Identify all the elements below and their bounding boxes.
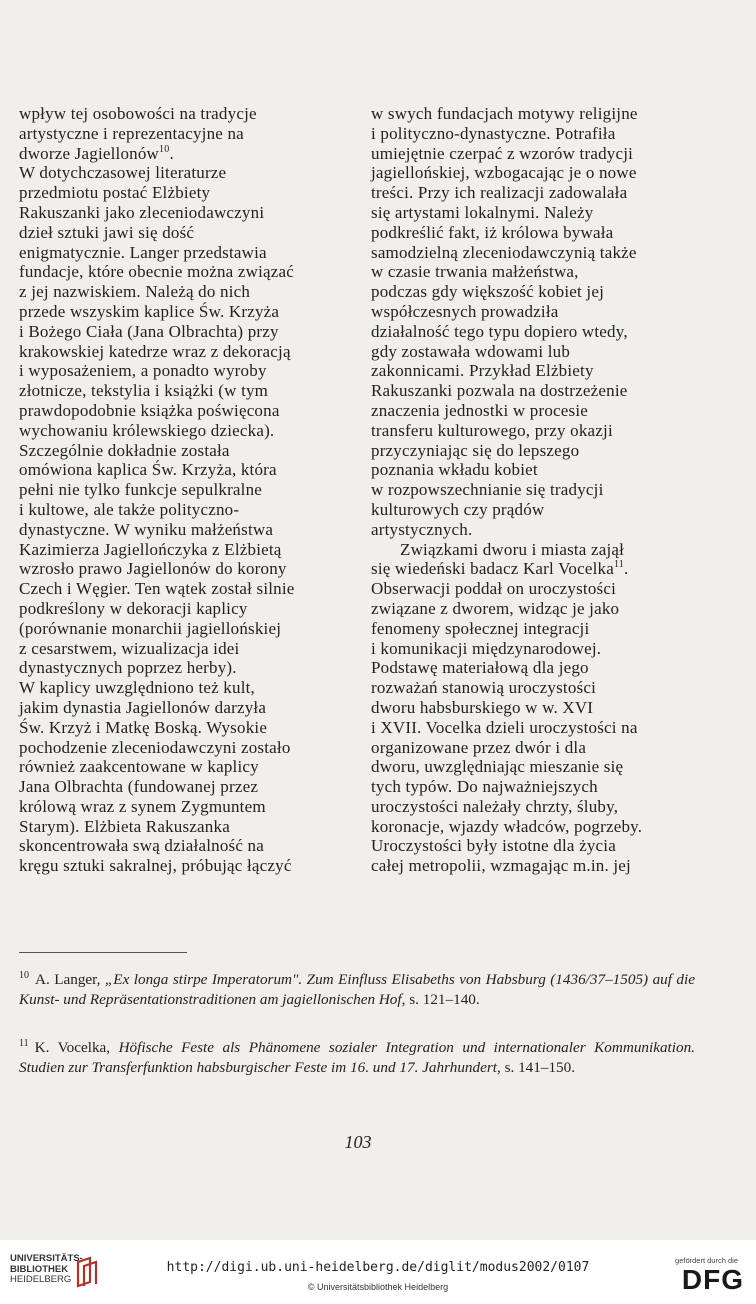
library-name-line3: HEIDELBERG	[10, 1274, 72, 1285]
text-line	[371, 104, 706, 124]
line-text: fundacje, które obecnie można związać	[19, 262, 295, 282]
line-text: W kaplicy uwzględniono też kult,	[19, 678, 255, 698]
line-text: jagiellońskiej, wzbogacając je o nowe	[371, 163, 637, 183]
line-text: działalność tego typu dopiero wtedy,	[371, 321, 628, 341]
text-line	[371, 144, 706, 164]
text-line	[19, 262, 354, 282]
line-text: się wiedeński badacz Karl Vocelka	[371, 559, 614, 579]
line-text: krakowskiej katedrze wraz z dekoracją	[19, 341, 291, 361]
line-text: prawdopodobnie książka poświęcona	[19, 400, 280, 420]
library-name-line2: BIBLIOTHEK	[10, 1263, 69, 1275]
line-text: Uroczystości były istotne dla życia	[371, 836, 616, 856]
text-line	[371, 421, 706, 441]
text-line	[19, 836, 354, 856]
punctuation: .	[169, 143, 174, 163]
text-line	[371, 500, 706, 520]
text-line	[19, 718, 354, 738]
text-line	[371, 203, 706, 223]
line-text: omówiona kaplica Św. Krzyża, która	[19, 460, 277, 480]
text-line	[371, 342, 706, 362]
line-text: się artystami lokalnymi. Należy	[371, 202, 594, 222]
text-line	[371, 579, 706, 599]
footnote-author: K. Vocelka,	[34, 1039, 119, 1056]
text-line	[371, 282, 706, 302]
text-line	[19, 480, 354, 500]
digitization-footer	[0, 1240, 756, 1304]
text-line	[371, 361, 706, 381]
text-line	[371, 619, 706, 639]
line-text: przyczyniając się do lepszego	[371, 440, 580, 460]
text-line	[19, 856, 354, 876]
line-text: złotnicze, tekstylia i książki (w tym	[19, 381, 269, 401]
line-text: dworze Jagiellonów	[19, 143, 160, 163]
footnote-title: „Ex longa stirpe Imperatorum". Zum Einfluss Elisabeths von Habsburg (1436/37–1505) auf die Kunst- und Repräsentationstraditionen am jagiellonischen Hof	[19, 971, 695, 1008]
footnote-10	[19, 966, 695, 1009]
line-text: Jana Olbrachta (fundowanej przez	[19, 777, 259, 797]
punctuation: .	[623, 559, 629, 579]
line-text: królową wraz z synem Zygmuntem	[19, 796, 266, 816]
text-line	[371, 183, 706, 203]
line-text: z jej nazwiskiem. Należą do nich	[19, 282, 251, 302]
text-line	[371, 738, 706, 758]
text-line	[19, 658, 354, 678]
text-line	[19, 817, 354, 837]
text-line	[19, 520, 354, 540]
text-line	[371, 322, 706, 342]
line-text: jakim dynastia Jagiellonów darzyła	[19, 697, 267, 717]
text-line	[19, 738, 354, 758]
line-text: rozważań stanowią uroczystości	[371, 678, 597, 698]
text-line	[371, 480, 706, 500]
line-text: treści. Przy ich realizacji zadowalała	[371, 183, 628, 203]
line-text: enigmatycznie. Langer przedstawia	[19, 242, 267, 262]
line-text: w swych fundacjach motywy religijne	[371, 104, 638, 123]
line-text: kręgu sztuki sakralnej, próbując łączyć	[19, 856, 292, 876]
line-text: wpływ tej osobowości na tradycje	[19, 104, 257, 123]
line-text: pełni nie tylko funkcje sepulkralne	[19, 480, 263, 500]
line-text: Rakuszanki jako zleceniodawczyni	[19, 202, 265, 222]
text-line	[371, 599, 706, 619]
text-line	[19, 500, 354, 520]
text-line	[371, 401, 706, 421]
footnote-pages: , s. 121–140.	[401, 990, 480, 1008]
dfg-funding-note: gefördert durch die	[675, 1256, 738, 1265]
line-text: podkreślić fakt, iż królowa bywała	[371, 222, 614, 242]
text-line	[371, 381, 706, 401]
line-text: wychowaniu królewskiego dziecka).	[19, 420, 275, 440]
text-line	[19, 381, 354, 401]
line-text: dynastyczne. W wyniku małżeństwa	[19, 519, 274, 539]
footnote-separator	[19, 952, 187, 953]
line-text: Starym). Elżbieta Rakuszanka	[19, 816, 230, 836]
line-text: W dotychczasowej literaturze	[19, 163, 227, 183]
text-line	[371, 460, 706, 480]
line-text: tych typów. Do najważniejszych	[371, 777, 598, 797]
text-line	[371, 302, 706, 322]
line-text: związane z dworem, widząc je jako	[371, 598, 620, 618]
text-line	[19, 639, 354, 659]
text-line	[19, 124, 354, 144]
text-line	[371, 718, 706, 738]
dfg-logo[interactable]: DFG	[681, 1264, 744, 1295]
text-line	[19, 183, 354, 203]
line-text: przedmiotu postać Elżbiety	[19, 183, 211, 203]
text-line	[19, 559, 354, 579]
line-text: współczesnych prowadziła	[371, 301, 559, 321]
line-text: i XVII. Vocelka dzieli uroczystości na	[371, 717, 638, 737]
text-line	[371, 124, 706, 144]
footnote-number: 10	[19, 970, 29, 981]
text-line	[371, 757, 706, 777]
line-text: artystycznych.	[371, 519, 473, 539]
line-text: Kazimierza Jagiellończyka z Elżbietą	[19, 539, 282, 559]
line-text: w rozpowszechnianie się tradycji	[371, 480, 604, 500]
line-text: dworu, uwzględniając mieszanie się	[371, 757, 624, 777]
text-line	[371, 223, 706, 243]
line-text: dworu habsburskiego w w. XVI	[371, 697, 594, 717]
text-line	[19, 441, 354, 461]
text-line	[371, 163, 706, 183]
line-text: gdy zostawała wdowami lub	[371, 341, 571, 361]
line-text: przede wszyskim kaplice Św. Krzyża	[19, 301, 280, 321]
text-line	[371, 441, 706, 461]
text-line	[19, 163, 354, 183]
line-text: artystyczne i reprezentacyjne na	[19, 123, 244, 143]
text-line	[19, 540, 354, 560]
copyright-text: © Universitätsbibliothek Heidelberg	[307, 1282, 449, 1292]
line-text: kulturowych czy prądów	[371, 499, 545, 519]
line-text: transferu kulturowego, przy okazji	[371, 420, 613, 440]
text-line	[19, 104, 354, 124]
library-name-line1: UNIVERSITÄTS-	[10, 1253, 83, 1264]
line-text: samodzielną zleceniodawczynią także	[371, 242, 637, 262]
line-text: i polityczno-dynastyczne. Potrafiła	[371, 123, 616, 143]
text-line	[371, 797, 706, 817]
text-line	[371, 856, 706, 876]
line-text: również zaakcentowane w kaplicy	[19, 757, 259, 777]
text-line	[19, 302, 354, 322]
text-line	[371, 777, 706, 797]
line-text: dzieł sztuki jawi się dość	[19, 222, 195, 242]
text-line	[371, 639, 706, 659]
text-line	[371, 520, 706, 540]
line-text: znaczenia jednostki w procesie	[371, 400, 588, 420]
line-text: zakonnicami. Przykład Elżbiety	[371, 361, 594, 381]
text-line	[19, 421, 354, 441]
line-text: Szczególnie dokładnie została	[19, 440, 230, 460]
line-text: i Bożego Ciała (Jana Olbrachta) przy	[19, 321, 279, 341]
line-text: koronacje, wjazdy władców, pogrzeby.	[371, 816, 643, 836]
page-number: 103	[344, 1132, 372, 1152]
text-line	[371, 243, 706, 263]
text-line	[19, 619, 354, 639]
footnote-reference: 10	[159, 143, 170, 155]
footnote-reference: 11	[613, 559, 624, 571]
text-line	[371, 658, 706, 678]
text-line	[19, 757, 354, 777]
line-text: i wyposażeniem, a ponadto wyroby	[19, 361, 267, 381]
text-line	[19, 777, 354, 797]
text-line	[19, 361, 354, 381]
line-text: Związkami dworu i miasta zajął	[400, 539, 625, 559]
text-line	[371, 559, 706, 579]
text-line	[19, 797, 354, 817]
right-text-column	[371, 104, 706, 876]
line-text: skoncentrowała swą działalność na	[19, 836, 264, 856]
line-text: i komunikacji międzynarodowej.	[371, 638, 602, 658]
text-line	[19, 144, 354, 164]
line-text: organizowane przez dwór i dla	[371, 737, 587, 757]
line-text: Podstawę materiałową dla jego	[371, 658, 589, 678]
text-line	[19, 223, 354, 243]
line-text: uroczystości należały chrzty, śluby,	[371, 796, 619, 816]
text-line	[19, 460, 354, 480]
line-text: pochodzenie zleceniodawczyni zostało	[19, 737, 291, 757]
text-line	[371, 698, 706, 718]
line-text: Czech i Węgier. Ten wątek został silnie	[19, 579, 295, 599]
footnote-number: 11	[19, 1038, 29, 1049]
text-line	[19, 322, 354, 342]
line-text: całej metropolii, wzmagając m.in. jej	[371, 856, 631, 876]
text-line	[371, 262, 706, 282]
text-line	[19, 579, 354, 599]
footnote-pages: , s. 141–150.	[496, 1058, 576, 1076]
line-text: fenomeny społecznej integracji	[371, 618, 590, 638]
text-line	[19, 282, 354, 302]
line-text: podkreślony w dekoracji kaplicy	[19, 598, 248, 618]
line-text: i kultowe, ale także polityczno-	[19, 499, 240, 519]
document-url-link[interactable]: http://digi.ub.uni-heidelberg.de/diglit/modus2002/0107	[166, 1260, 590, 1275]
text-line	[19, 342, 354, 362]
text-line	[19, 401, 354, 421]
text-line	[371, 678, 706, 698]
text-line	[19, 698, 354, 718]
line-text: podczas gdy większość kobiet jej	[371, 282, 605, 302]
footnote-author: A. Langer,	[35, 971, 105, 988]
line-text: (porównanie monarchii jagiellońskiej	[19, 618, 282, 638]
line-text: wzrosło prawo Jagiellonów do korony	[19, 559, 287, 579]
line-text: poznania wkładu kobiet	[371, 460, 538, 480]
footnote-11	[19, 1034, 695, 1077]
text-line	[19, 243, 354, 263]
left-text-column	[19, 104, 354, 876]
text-line	[371, 540, 706, 560]
text-line	[19, 678, 354, 698]
text-line	[371, 836, 706, 856]
footnote-title: Höfische Feste als Phänomene sozialer Integration und internationaler Kommunikation. Studien zur Transferfunktion habsburgischer Feste im 16. und 17. Jahrhundert	[19, 1039, 695, 1076]
line-text: Obserwacji poddał on uroczystości	[371, 579, 617, 599]
line-text: dynastycznych poprzez herby).	[19, 658, 237, 678]
line-text: Św. Krzyż i Matkę Boską. Wysokie	[19, 717, 268, 737]
line-text: Rakuszanki pozwala na dostrzeżenie	[371, 381, 628, 401]
line-text: z cesarstwem, wizualizacja idei	[19, 638, 240, 658]
line-text: w czasie trwania małżeństwa,	[371, 262, 579, 282]
text-line	[371, 817, 706, 837]
text-line	[19, 599, 354, 619]
text-line	[19, 203, 354, 223]
line-text: umiejętnie czerpać z wzorów tradycji	[371, 143, 634, 163]
